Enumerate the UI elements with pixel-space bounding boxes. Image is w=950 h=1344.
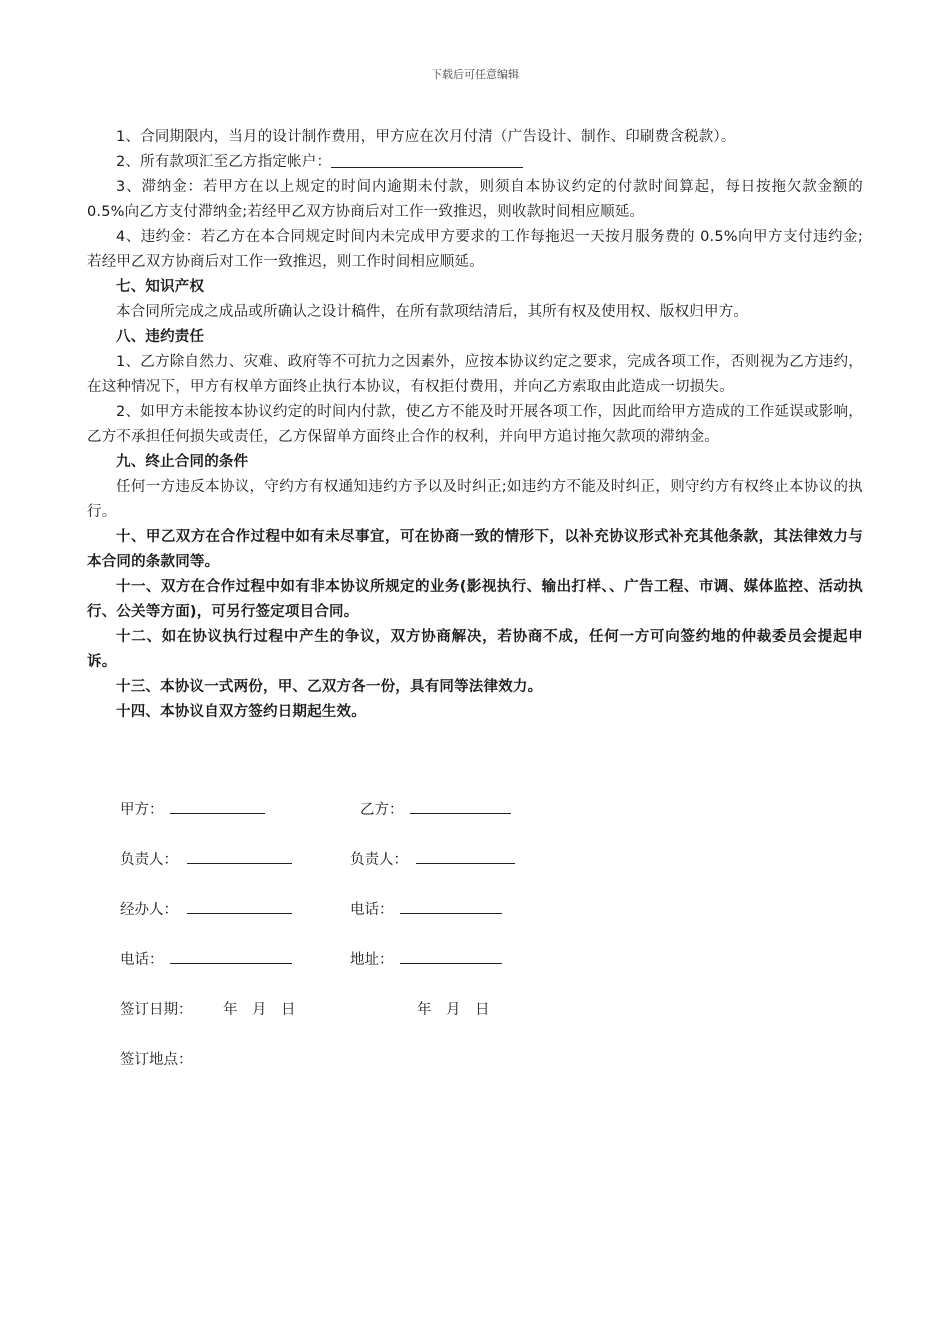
paragraph-text: 1、合同期限内，当月的设计制作费用，甲方应在次月付清（广告设计、制作、印刷费含税款）。 bbox=[116, 129, 736, 145]
clause-bold bbox=[87, 700, 863, 725]
responsible-a-label: 负责人： bbox=[120, 852, 178, 868]
contract-body bbox=[87, 125, 863, 725]
paragraph-text: 本合同所完成之成品或所确认之设计稿件，在所有款项结清后，其所有权及使用权、版权归甲方。 bbox=[116, 304, 749, 320]
handler-a-label: 经办人： bbox=[120, 902, 178, 918]
paragraph-text: 十二、如在协议执行过程中产生的争议，双方协商解决，若协商不成，任何一方可向签约地的仲裁委员会提起申诉。 bbox=[87, 629, 863, 670]
paragraph bbox=[87, 225, 863, 275]
page-header-note: 下载后可任意编辑 bbox=[431, 68, 519, 81]
section-heading bbox=[87, 450, 863, 475]
account-blank-line bbox=[331, 152, 523, 168]
paragraph-text: 1、乙方除自然力、灾难、政府等不可抗力之因素外，应按本协议约定之要求，完成各项工作，否则视为乙方违约，在这种情况下，甲方有权单方面终止执行本协议，有权拒付费用，并向乙方索取由此造成一切损失。 bbox=[87, 354, 863, 395]
section-heading bbox=[87, 325, 863, 350]
heading-text: 九、终止合同的条件 bbox=[116, 454, 249, 470]
paragraph bbox=[87, 175, 863, 225]
phone-b-label: 电话： bbox=[350, 902, 394, 918]
paragraph-text: 4、违约金：若乙方在本合同规定时间内未完成甲方要求的工作每拖迟一天按月服务费的 0.5%向甲方支付违约金;若经甲乙双方协商后对工作一致推迟，则工作时间相应顺延。 bbox=[87, 229, 863, 270]
paragraph-text: 十四、本协议自双方签约日期起生效。 bbox=[116, 704, 366, 720]
paragraph-text: 2、所有款项汇至乙方指定帐户： bbox=[116, 154, 332, 170]
phone-a-label: 电话： bbox=[120, 952, 164, 968]
phone-b-blank-line bbox=[400, 898, 502, 914]
heading-text: 八、违约责任 bbox=[116, 329, 205, 345]
heading-text: 七、知识产权 bbox=[116, 279, 205, 295]
paragraph-text: 十、甲乙双方在合作过程中如有未尽事宜，可在协商一致的情形下，以补充协议形式补充其他条款，其法律效力与本合同的条款同等。 bbox=[87, 529, 863, 570]
date-b: 年 月 日 bbox=[417, 1002, 490, 1018]
paragraph-text: 十一、双方在合作过程中如有非本协议所规定的业务(影视执行、输出打样、、广告工程、市调、媒体监控、活动执行、公关等方面)，可另行签定项目合同。 bbox=[87, 579, 863, 620]
date-a: 年 月 日 bbox=[223, 1002, 296, 1018]
paragraph bbox=[87, 475, 863, 525]
party-a-blank-line bbox=[170, 798, 265, 814]
clause-bold bbox=[87, 525, 863, 575]
address-b-label: 地址： bbox=[350, 952, 394, 968]
section-heading bbox=[87, 275, 863, 300]
paragraph bbox=[87, 150, 863, 175]
paragraph bbox=[87, 300, 863, 325]
paragraph bbox=[87, 350, 863, 400]
party-a-label: 甲方： bbox=[120, 802, 164, 818]
paragraph-text: 十三、本协议一式两份，甲、乙双方各一份，具有同等法律效力。 bbox=[116, 679, 543, 695]
paragraph-text: 任何一方违反本协议，守约方有权通知违约方予以及时纠正;如违约方不能及时纠正，则守约方有权终止本协议的执行。 bbox=[87, 479, 863, 520]
clause-bold bbox=[87, 575, 863, 625]
phone-a-blank-line bbox=[170, 948, 292, 964]
sign-date-label: 签订日期： bbox=[120, 1002, 193, 1018]
party-b-label: 乙方： bbox=[360, 802, 404, 818]
paragraph bbox=[87, 400, 863, 450]
clause-bold bbox=[87, 675, 863, 700]
responsible-b-label: 负责人： bbox=[350, 852, 408, 868]
paragraph bbox=[87, 125, 863, 150]
paragraph-text: 3、滞纳金：若甲方在以上规定的时间内逾期未付款，则须自本协议约定的付款时间算起，每日按拖欠款金额的0.5%向乙方支付滞纳金;若经甲乙双方协商后对工作一致推迟，则收款时间相应顺延。 bbox=[87, 179, 863, 220]
address-b-blank-line bbox=[400, 948, 502, 964]
party-b-blank-line bbox=[410, 798, 511, 814]
responsible-b-blank-line bbox=[416, 848, 515, 864]
handler-a-blank-line bbox=[187, 898, 292, 914]
paragraph-text: 2、如甲方未能按本协议约定的时间内付款，使乙方不能及时开展各项工作，因此而给甲方造成的工作延误或影响，乙方不承担任何损失或责任，乙方保留单方面终止合作的权利，并向甲方追讨拖欠款项的滞纳金。 bbox=[87, 404, 863, 445]
responsible-a-blank-line bbox=[187, 848, 292, 864]
sign-place-label: 签订地点： bbox=[120, 1052, 193, 1068]
clause-bold bbox=[87, 625, 863, 675]
